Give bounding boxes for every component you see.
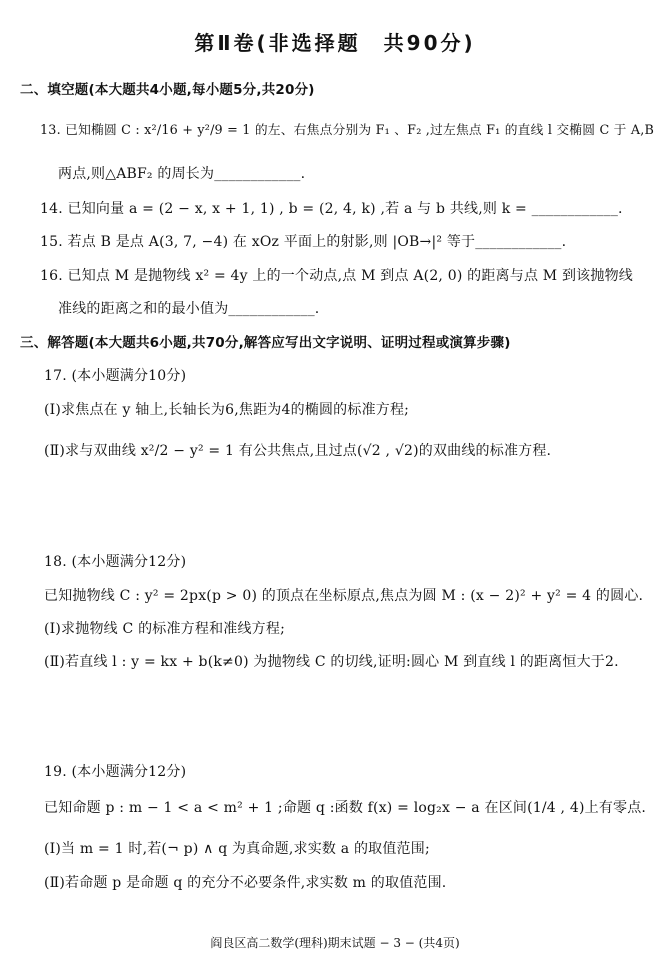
question-16-line-1: 16. 已知点 M 是抛物线 x² = 4y 上的一个动点,点 M 到点 A(2, 0) 的距离与点 M 到该抛物线 xyxy=(40,268,633,284)
question-19-part-2: (Ⅱ)若命题 p 是命题 q 的充分不必要条件,求实数 m 的取值范围. xyxy=(44,875,447,891)
question-13-line-1: 13. 已知椭圆 C : x²/16 + y²/9 = 1 的左、右焦点分别为 F₁ 、F₂ ,过左焦点 F₁ 的直线 l 交椭圆 C 于 A,B xyxy=(40,123,655,138)
question-14: 14. 已知向量 a = (2 − x, x + 1, 1) , b = (2, 4, k) ,若 a 与 b 共线,则 k = ____________. xyxy=(40,201,623,217)
question-17-part-1: (Ⅰ)求焦点在 y 轴上,长轴长为6,焦距为4的椭圆的标准方程; xyxy=(44,402,410,418)
question-13-line-2: 两点,则△ABF₂ 的周长为____________. xyxy=(58,166,306,182)
question-17-header: 17. (本小题满分10分) xyxy=(44,368,187,384)
question-16-line-2: 准线的距离之和的最小值为____________. xyxy=(58,301,320,317)
question-19-part-1: (Ⅰ)当 m = 1 时,若(¬ p) ∧ q 为真命题,求实数 a 的取值范围; xyxy=(44,841,430,857)
question-17-part-2: (Ⅱ)求与双曲线 x²/2 − y² = 1 有公共焦点,且过点(√2 , √2)的双曲线的标准方程. xyxy=(44,443,552,459)
question-15: 15. 若点 B 是点 A(3, 7, −4) 在 xOz 平面上的射影,则 |OB→|² 等于____________. xyxy=(40,234,567,250)
question-18-header: 18. (本小题满分12分) xyxy=(44,554,187,570)
page-title: 第Ⅱ卷(非选择题 共90分) xyxy=(194,31,476,55)
page-footer: 阎良区高二数学(理科)期末试题 − 3 − (共4页) xyxy=(210,936,460,950)
question-19-header: 19. (本小题满分12分) xyxy=(44,764,187,780)
question-18-stem: 已知抛物线 C : y² = 2px(p > 0) 的顶点在坐标原点,焦点为圆 M : (x − 2)² + y² = 4 的圆心. xyxy=(44,588,644,604)
question-18-part-1: (Ⅰ)求抛物线 C 的标准方程和准线方程; xyxy=(44,621,285,637)
section-heading-fill-in: 二、填空题(本大题共4小题,每小题5分,共20分) xyxy=(20,82,315,98)
question-18-part-2: (Ⅱ)若直线 l : y = kx + b(k≠0) 为抛物线 C 的切线,证明:圆心 M 到直线 l 的距离恒大于2. xyxy=(44,654,619,670)
section-heading-solutions: 三、解答题(本大题共6小题,共70分,解答应写出文字说明、证明过程或演算步骤) xyxy=(20,335,511,351)
question-19-stem: 已知命题 p : m − 1 < a < m² + 1 ;命题 q :函数 f(x) = log₂x − a 在区间(1/4 , 4)上有零点. xyxy=(44,800,647,816)
